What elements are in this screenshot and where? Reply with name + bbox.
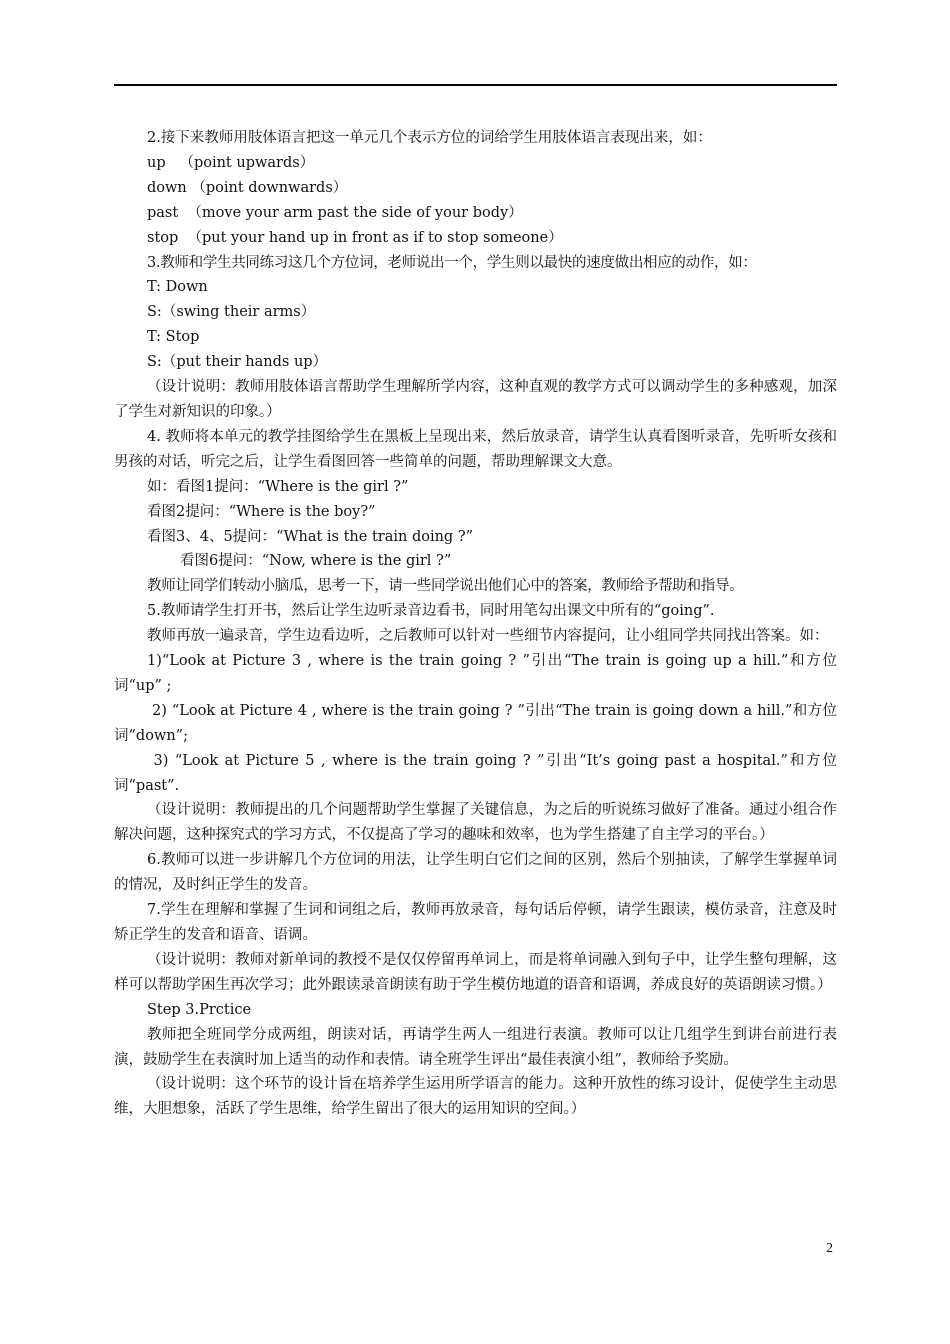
paragraph: 教师把全班同学分成两组，朗读对话，再请学生两人一组进行表演。教师可以让几组学生到讲台前进行表演，鼓励学生在表演时加上适当的动作和表情。请全班学生评出“最佳表演小组”，教师给予奖励。 — [114, 1026, 837, 1068]
paragraph: 看图6提问：“Now, where is the girl ?” — [180, 553, 452, 570]
paragraph: （设计说明：教师提出的几个问题帮助学生掌握了关键信息，为之后的听说练习做好了准备。通过小组合作解决问题，这种探究式的学习方式，不仅提高了学习的趣味和效率，也为学生搭建了自主学习的平台。） — [114, 802, 837, 844]
paragraph: Step 3.Prctice — [147, 1001, 252, 1018]
paragraph: 3.教师和学生共同练习这几个方位词，老师说出一个，学生则以最快的速度做出相应的动作，如： — [147, 254, 757, 271]
paragraph: 2) “Look at Picture 4 , where is the train going ? ”引出“The train is going down a hill.”和方位词“down”; — [114, 702, 837, 744]
paragraph: 2.接下来教师用肢体语言把这一单元几个表示方位的词给学生用肢体语言表现出来，如： — [147, 130, 712, 146]
page-number: 2 — [826, 1241, 833, 1256]
paragraph: 3) “Look at Picture 5 , where is the train going ? ”引出“It’s going past a hospital.”和方位词“past”. — [114, 752, 838, 794]
paragraph: （设计说明：这个环节的设计旨在培养学生运用所学语言的能力。这种开放性的练习设计，促使学生主动思维，大胆想象，活跃了学生思维，给学生留出了很大的运用知识的空间。） — [114, 1076, 837, 1118]
paragraph: 教师再放一遍录音，学生边看边听，之后教师可以针对一些细节内容提问，让小组同学共同找出答案。如： — [147, 628, 829, 645]
paragraph: S:（put their hands up） — [147, 354, 328, 371]
paragraph: T: Stop — [147, 329, 200, 346]
paragraph: （设计说明：教师用肢体语言帮助学生理解所学内容，这种直观的教学方式可以调动学生的多种感观，加深了学生对新知识的印象。） — [114, 379, 837, 420]
paragraph: up （point upwards） — [147, 154, 315, 171]
header-rule — [114, 84, 837, 86]
paragraph: S:（swing their arms） — [147, 304, 316, 321]
paragraph: 6.教师可以进一步讲解几个方位词的用法，让学生明白它们之间的区别，然后个别抽读，了解学生掌握单词的情况，及时纠正学生的发音。 — [114, 852, 837, 894]
paragraph: （设计说明：教师对新单词的教授不是仅仅停留再单词上，而是将单词融入到句子中，让学生整句理解，这样可以帮助学困生再次学习；此外跟读录音朗读有助于学生模仿地道的语音和语调，养成良好的英语朗读习惯。） — [114, 951, 837, 993]
document-body — [114, 126, 837, 1122]
paragraph: 如：看图1提问：“Where is the girl ?” — [147, 478, 409, 495]
paragraph: down （point downwards） — [147, 179, 348, 196]
paragraph: 1)“Look at Picture 3 , where is the train going ? ”引出“The train is going up a hill.”和方位词“up” ; — [114, 653, 837, 694]
paragraph: past （move your arm past the side of your body） — [147, 204, 523, 221]
paragraph: 5.教师请学生打开书，然后让学生边听录音边看书，同时用笔勾出课文中所有的“going”. — [147, 603, 715, 620]
paragraph: 4. 教师将本单元的教学挂图给学生在黑板上呈现出来，然后放录音，请学生认真看图听录音，先听听女孩和男孩的对话，听完之后，让学生看图回答一些简单的问题，帮助理解课文大意。 — [114, 428, 837, 470]
paragraph: 看图3、4、5提问：“What is the train doing ?” — [147, 528, 474, 545]
paragraph: 7.学生在理解和掌握了生词和词组之后，教师再放录音，每句话后停顿，请学生跟读，模仿录音，注意及时矫正学生的发音和语音、语调。 — [114, 902, 837, 943]
paragraph: T: Down — [147, 279, 208, 296]
paragraph: 看图2提问：“Where is the boy?” — [147, 503, 376, 520]
paragraph: 教师让同学们转动小脑瓜，思考一下，请一些同学说出他们心中的答案，教师给予帮助和指导。 — [147, 578, 744, 595]
paragraph: stop （put your hand up in front as if to stop someone） — [147, 229, 563, 246]
